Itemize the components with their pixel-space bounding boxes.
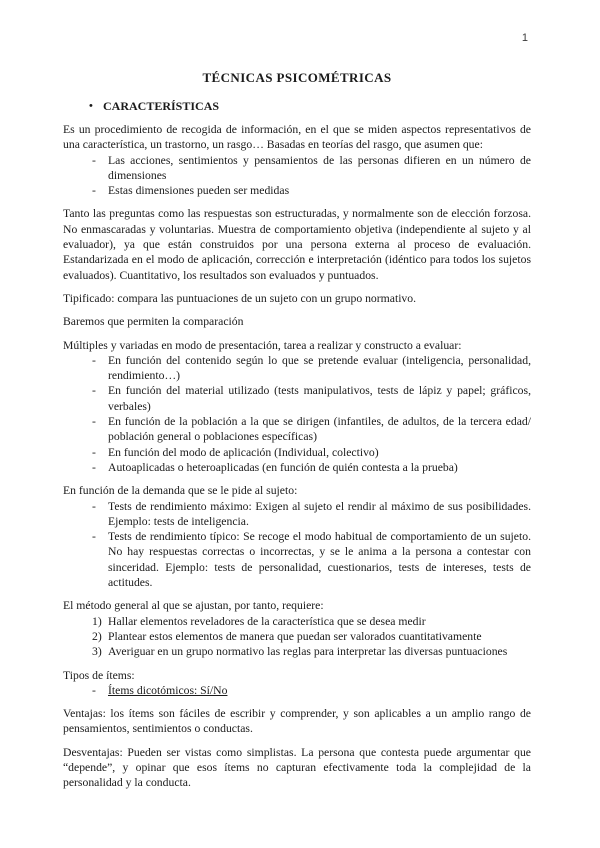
list-item-text: En función de la población a la que se dirigen (infantiles, de adultos, de la tercera edad/ población general o poblaciones específicas) <box>108 415 531 444</box>
number-marker: 3) <box>92 645 102 659</box>
numbered-item-text: Hallar elementos reveladores de la característica que se desea medir <box>108 614 426 628</box>
document-title: TÉCNICAS PSICOMÉTRICAS <box>202 70 392 85</box>
page-content <box>63 70 531 799</box>
list-tipos <box>63 683 531 698</box>
list-item <box>63 529 531 590</box>
numbered-item <box>63 629 531 644</box>
list-item <box>63 460 531 475</box>
list-item <box>63 383 531 414</box>
list-item <box>63 445 531 460</box>
number-marker: 1) <box>92 614 102 628</box>
paragraph-estructura: Tanto las preguntas como las respuestas son estructuradas, y normalmente son de elección forzosa. No enmascaradas y voluntarias. Muestra de comportamiento objetiva (independiente al sujeto y al evaluador), ya que están construidos por una persona externa al proceso de evaluación. Estandarizada en el modo de aplicación, corrección e interpretación (idéntico para todos los sujetos evaluados). Cuantitativo, los resultados son evaluados y puntuados. <box>63 207 531 282</box>
paragraph-intro: Es un procedimiento de recogida de información, en el que se miden aspectos representativos de una característica, un trastorno, un rasgo… Basadas en teorías del rasgo, que asumen que: <box>63 123 531 152</box>
section-heading <box>63 99 531 114</box>
list-clasificacion <box>63 353 531 475</box>
dash-marker: - <box>92 153 96 167</box>
paragraph-desventajas: Desventajas: Pueden ser vistas como simplistas. La persona que contesta puede argumentar que “depende”, y opinar que esos ítems no capturan efectivamente toda la complejidad de la personalidad y la conducta. <box>63 745 531 790</box>
paragraph-ventajas: Ventajas: los ítems son fáciles de escribir y comprender, y son aplicables a un amplio rango de pensamientos, sentimientos o conductas. <box>63 707 531 736</box>
list-demanda <box>63 499 531 591</box>
dash-marker: - <box>92 353 96 367</box>
list-item <box>63 499 531 530</box>
dash-marker: - <box>92 683 96 697</box>
number-marker: 2) <box>92 629 102 643</box>
dash-marker: - <box>92 499 96 513</box>
numbered-item <box>63 644 531 659</box>
paragraph-demanda: En función de la demanda que se le pide al sujeto: <box>63 484 298 498</box>
paragraph-baremos: Baremos que permiten la comparación <box>63 315 244 329</box>
page-number: 1 <box>521 32 528 44</box>
list-item-text: Estas dimensiones pueden ser medidas <box>108 184 290 198</box>
paragraph-tipificado: Tipificado: compara las puntuaciones de un sujeto con un grupo normativo. <box>63 291 417 305</box>
dash-marker: - <box>92 415 96 429</box>
list-item <box>63 683 531 698</box>
list-item-text: En función del modo de aplicación (Individual, colectivo) <box>108 445 379 459</box>
list-item-text: En función del contenido según lo que se pretende evaluar (inteligencia, personalidad, rendimiento…) <box>108 353 531 383</box>
list-rasgo <box>63 153 531 199</box>
list-metodo <box>63 614 531 660</box>
paragraph-metodo: El método general al que se ajustan, por tanto, requiere: <box>63 599 324 613</box>
numbered-item <box>63 614 531 629</box>
dash-marker: - <box>92 460 96 474</box>
numbered-item-text: Plantear estos elementos de manera que puedan ser valorados cuantitativamente <box>108 629 482 643</box>
list-item <box>63 353 531 384</box>
bullet-icon: • <box>89 100 93 112</box>
paragraph-multiples: Múltiples y variadas en modo de presentación, tarea a realizar y constructo a evaluar: <box>63 338 462 352</box>
numbered-item-text: Averiguar en un grupo normativo las reglas para interpretar las diversas puntuaciones <box>108 645 508 659</box>
list-item-text: Tests de rendimiento típico: Se recoge el modo habitual de comportamiento de un sujeto. No hay respuestas correctas o incorrectas, y se le anima a la persona a contestar con sinceridad. Ejemplo: tests de personalidad, cuestionarios, tests de intereses, tests de actitudes. <box>108 530 531 590</box>
list-item-text: Tests de rendimiento máximo: Exigen al sujeto el rendir al máximo de sus posibilidades. Ejemplo: tests de inteligencia. <box>108 499 531 528</box>
list-item-text: En función del material utilizado (tests manipulativos, tests de lápiz y papel; gráficos, verbales) <box>108 384 531 413</box>
dash-marker: - <box>92 445 96 459</box>
section-heading-label: CARACTERÍSTICAS <box>103 99 220 113</box>
list-item-text: Ítems dicotómicos: Sí/No <box>108 683 228 697</box>
paragraph-tipos-items: Tipos de ítems: <box>63 668 135 682</box>
list-item <box>63 183 531 198</box>
list-item <box>63 414 531 445</box>
list-item-text: Autoaplicadas o heteroaplicadas (en función de quién contesta a la prueba) <box>108 460 458 474</box>
dash-marker: - <box>92 530 96 544</box>
list-item-text: Las acciones, sentimientos y pensamientos de las personas difieren en un número de dimensiones <box>108 153 531 182</box>
list-item <box>63 153 531 184</box>
dash-marker: - <box>92 184 96 198</box>
dash-marker: - <box>92 384 96 398</box>
